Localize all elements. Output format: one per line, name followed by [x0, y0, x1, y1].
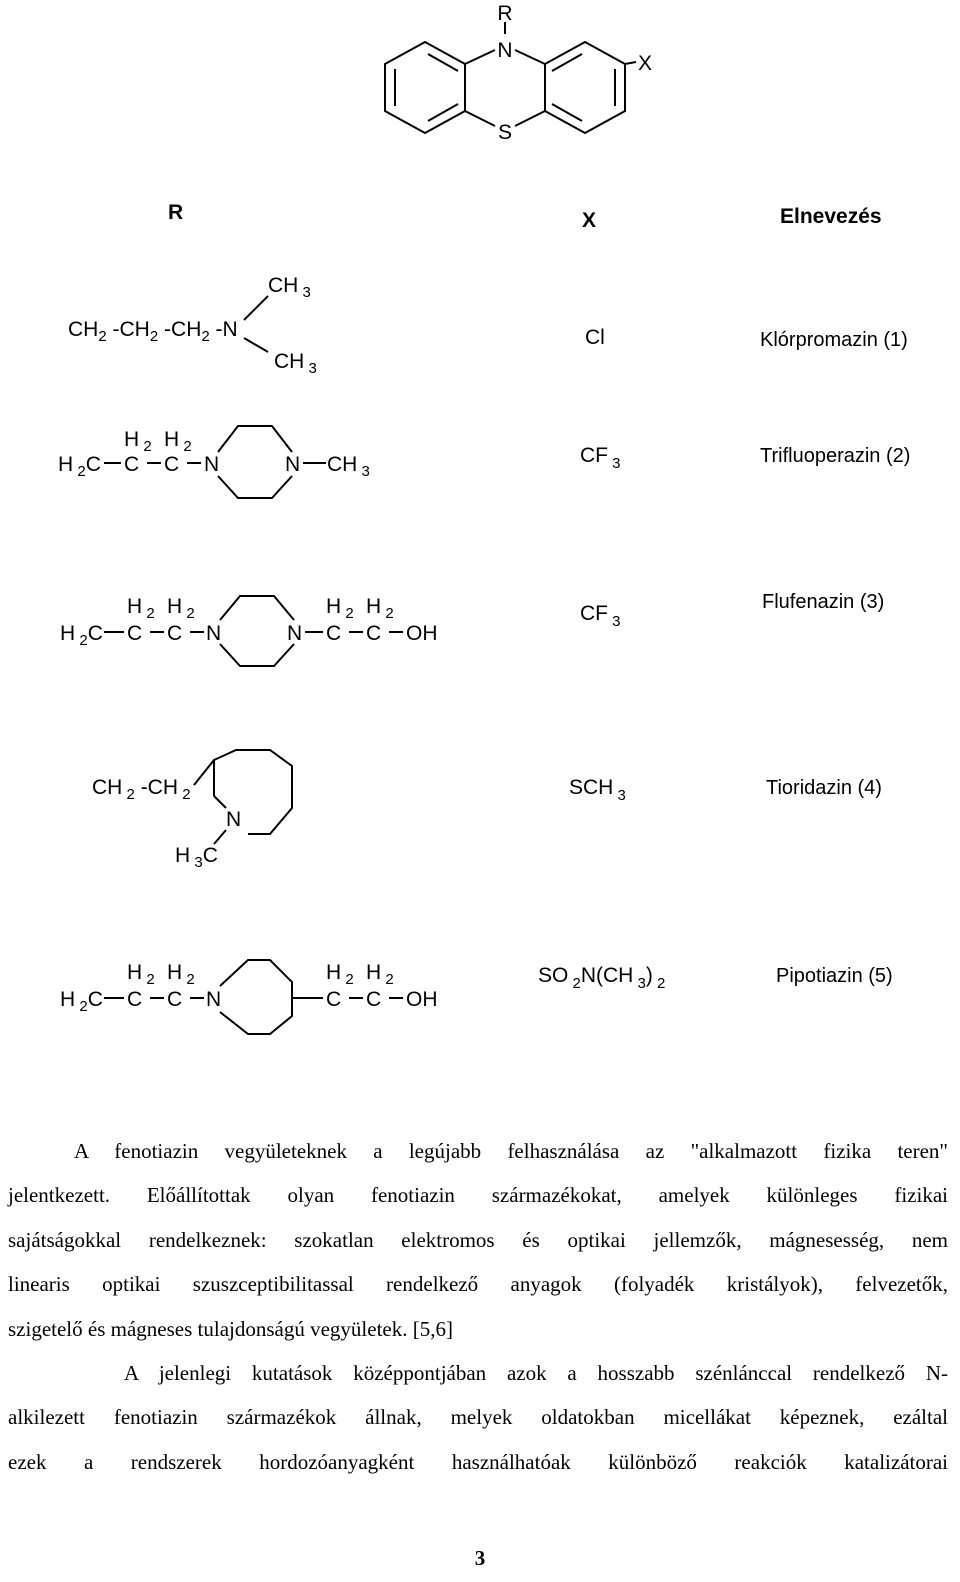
bond: [244, 296, 268, 320]
atom-n: N: [204, 453, 220, 476]
atom-n: N: [285, 453, 301, 476]
atom-h2c: H $_2$C: [60, 622, 103, 649]
bond: [244, 338, 268, 352]
body-text: [8, 1136, 948, 1536]
right-benzene-ring: [545, 42, 625, 133]
paragraph-1-line-5: szigetelő és mágneses tulajdonságú vegyületek. [5,6]: [8, 1317, 453, 1341]
atom-c: C: [366, 988, 382, 1011]
r1-methyl-top: CH $_3$: [268, 274, 311, 301]
bond: [214, 830, 226, 844]
paragraph-1-line-1: A fenotiazin vegyületeknek a legújabb felhasználása az "alkalmazott fizika teren": [74, 1139, 948, 1163]
row-4-r-structure: [92, 750, 292, 871]
atom-c: C: [124, 453, 140, 476]
atom-c: C: [326, 988, 342, 1011]
atom-c: C: [366, 622, 382, 645]
column-header-r: R: [168, 201, 184, 224]
column-header-x: X: [582, 209, 597, 232]
piperazine-ring-bottom: [220, 644, 294, 666]
nitrogen-label: N: [497, 39, 513, 62]
atom-h2: H $_2$: [127, 595, 155, 622]
atom-oh: OH: [406, 988, 438, 1011]
atom-h2: H $_2$: [124, 428, 152, 455]
row-5-name: Pipotiazin (5): [776, 965, 893, 987]
row-1-x: Cl: [585, 326, 605, 349]
atom-h2: H $_2$: [366, 595, 394, 622]
row-2-x: CF 3: [580, 444, 621, 472]
atom-h3c: H $_3$C: [175, 844, 218, 871]
atom-h2: H $_2$: [366, 961, 394, 988]
phenothiazine-scaffold: [385, 2, 652, 144]
piperazine-ring-top: [218, 426, 292, 452]
atom-n: N: [226, 808, 242, 831]
atom-c: C: [167, 622, 183, 645]
paragraph-2-line-2: alkilezett fenotiazin származékok állnak, melyek oldatokban micellákat képeznek, ezáltal: [8, 1405, 948, 1429]
row-5-r-structure: [60, 960, 438, 1034]
atom-h2: H $_2$: [164, 428, 192, 455]
atom-ch3: CH $_3$: [327, 453, 370, 480]
row-5-x: SO 2N(CH 3) 2: [538, 964, 666, 992]
atom-n: N: [206, 622, 222, 645]
x-substituent-label: X: [638, 52, 653, 75]
bond: [515, 111, 545, 126]
paragraph-1-line-3: sajátságokkal rendelkeznek: szokatlan elektromos és optikai jellemzők, mágnesesség, nem: [8, 1228, 948, 1252]
piperidine-ring: [194, 750, 292, 834]
bond: [214, 796, 226, 808]
r1-methyl-bottom: CH $_3$: [274, 350, 317, 377]
atom-h2: H $_2$: [127, 961, 155, 988]
bond: [515, 50, 545, 64]
bond: [625, 62, 636, 64]
atom-h2: H $_2$: [167, 961, 195, 988]
piperazine-ring-bottom: [218, 476, 292, 498]
atom-c: C: [164, 453, 180, 476]
paragraph-2-line-1: A jelenlegi kutatások középpontjában azok a hosszabb szénlánccal rendelkező N-: [124, 1361, 948, 1385]
row-3-r-structure: [60, 595, 438, 666]
paragraph-1-line-2: jelentkezett. Előállítottak olyan fenotiazin származékokat, amelyek különleges fizikai: [8, 1183, 948, 1207]
atom-c: C: [127, 622, 143, 645]
piperidine-ring: [220, 960, 292, 1034]
row-3-name: Flufenazin (3): [762, 591, 885, 613]
atom-h2c: H $_2$C: [60, 988, 103, 1015]
piperazine-ring-top: [220, 596, 294, 620]
row-1-name: Klórpromazin (1): [760, 329, 908, 351]
atom-h2: H $_2$: [167, 595, 195, 622]
page-number: 3: [474, 1546, 486, 1570]
row-4-name: Tioridazin (4): [766, 777, 882, 799]
row-4-x: SCH 3: [569, 776, 626, 804]
paragraph-2-line-3: ezek a rendszerek hordozóanyagként használhatóak különböző reakciók katalizátorai: [8, 1450, 948, 1474]
atom-c: C: [127, 988, 143, 1011]
r4-chain-formula: CH $_2$ -CH $_2$: [92, 776, 191, 803]
atom-h2c: H $_2$C: [58, 453, 101, 480]
atom-n: N: [287, 622, 303, 645]
atom-c: C: [167, 988, 183, 1011]
bond: [465, 111, 495, 126]
atom-h2: H $_2$: [326, 595, 354, 622]
atom-n: N: [206, 988, 222, 1011]
r-substituent-label: R: [497, 2, 513, 25]
row-1-r-structure: [68, 274, 317, 377]
atom-h2: H $_2$: [326, 961, 354, 988]
row-3-x: CF 3: [580, 602, 621, 630]
r1-chain-formula: $CH_2$ $-CH_2$ $-CH_2$ -N: [68, 318, 238, 345]
bond: [465, 50, 495, 64]
atom-c: C: [326, 622, 342, 645]
sulfur-label: S: [497, 121, 513, 144]
column-header-name: Elnevezés: [780, 205, 882, 228]
atom-oh: OH: [406, 622, 438, 645]
paragraph-1-line-4: linearis optikai szuszceptibilitassal rendelkező anyagok (folyadék kristályok), felvezetők,: [8, 1272, 948, 1296]
row-2-r-structure: [58, 426, 370, 498]
row-2-name: Trifluoperazin (2): [760, 445, 911, 467]
left-benzene-ring: [385, 42, 465, 133]
